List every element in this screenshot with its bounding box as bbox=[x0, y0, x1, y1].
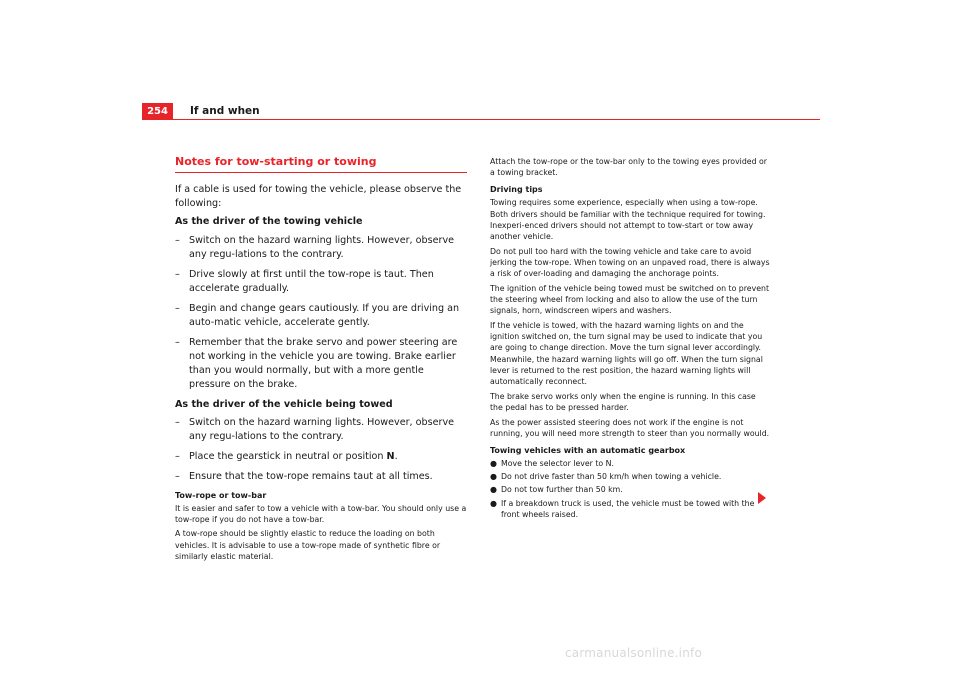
list-item: – Begin and change gears cautiously. If you are driving an auto-matic vehicle, accelerate gently. bbox=[175, 302, 460, 328]
list-item: – Switch on the hazard warning lights. However, observe any regu-lations to the contrary. bbox=[175, 417, 455, 442]
driving-tips-heading: Driving tips bbox=[490, 185, 543, 195]
list-item: ● If a breakdown truck is used, the vehicle must be towed with the front wheels raised. bbox=[490, 498, 755, 519]
paragraph: If the vehicle is towed, with the hazard warning lights on and the ignition switched on, the turn signal may be used to indicate that you are going to change direction. Move the turn signal lever accordingly. Meanwhile, the hazard warning lights will go off. When the turn signal lever is returned to the rest position, the hazard warning lights will automatically reconnect. bbox=[490, 320, 763, 386]
continue-arrow-icon bbox=[758, 492, 766, 504]
list-item: – Remember that the brake servo and power steering are not working in the vehicle you are towing. Brake earlier than you would normally, but with a more gentle pressure on the brake. bbox=[175, 336, 458, 390]
bullet-icon: ● bbox=[490, 458, 497, 468]
tow-rope-heading: Tow-rope or tow-bar bbox=[175, 491, 267, 500]
list-item: ● Do not tow further than 50 km. bbox=[490, 485, 623, 495]
paragraph: It is easier and safer to tow a vehicle with a tow-bar. You should only use a tow-rope if you do not have a tow-bar. bbox=[175, 504, 467, 525]
paragraph: As the power assisted steering does not work if the engine is not running, you will need more strength to steer than you normally would. bbox=[490, 417, 770, 438]
paragraph: A tow-rope should be slightly elastic to reduce the loading on both vehicles. It is advisable to use a tow-rope made of synthetic fibre or similarly elastic material. bbox=[175, 529, 441, 561]
list-item: ● Move the selector lever to N. bbox=[490, 458, 614, 468]
automatic-gearbox-heading: Towing vehicles with an automatic gearbox bbox=[490, 445, 686, 455]
list-item: – Place the gearstick in neutral or position N. bbox=[175, 451, 398, 462]
watermark: carmanualsonline.info bbox=[565, 646, 702, 660]
paragraph: Attach the tow-rope or the tow-bar only to the towing eyes provided or a towing bracket. bbox=[490, 157, 767, 178]
section-title: Notes for tow-starting or towing bbox=[175, 155, 467, 173]
paragraph: Towing requires some experience, especially when using a tow-rope. Both drivers should be familiar with the technique required for towing. Inexperi-enced drivers should not attempt to tow-start or tow away another vehicle. bbox=[490, 198, 766, 242]
page-number: 254 bbox=[142, 103, 173, 120]
dash-marker: – bbox=[175, 471, 180, 482]
bullet-icon: ● bbox=[490, 472, 497, 482]
right-column bbox=[490, 156, 770, 522]
dash-marker: – bbox=[175, 451, 180, 462]
dash-marker: – bbox=[175, 234, 180, 246]
towing-driver-heading: As the driver of the towing vehicle bbox=[175, 216, 363, 227]
dash-marker: – bbox=[175, 417, 180, 428]
towed-driver-heading: As the driver of the vehicle being towed bbox=[175, 398, 393, 410]
left-column bbox=[175, 155, 467, 565]
dash-marker: – bbox=[175, 268, 180, 280]
dash-marker: – bbox=[175, 302, 180, 314]
header-rule bbox=[173, 119, 820, 120]
bullet-icon: ● bbox=[490, 485, 497, 495]
dash-marker: – bbox=[175, 336, 180, 348]
list-item: – Ensure that the tow-rope remains taut at all times. bbox=[175, 471, 433, 482]
list-item: – Drive slowly at first until the tow-rope is taut. Then accelerate gradually. bbox=[175, 268, 434, 294]
bullet-icon: ● bbox=[490, 498, 497, 508]
list-item: – Switch on the hazard warning lights. However, observe any regu-lations to the contrary. bbox=[175, 234, 455, 260]
paragraph: Do not pull too hard with the towing vehicle and take care to avoid jerking the tow-rope. When towing on an unpaved road, there is always a risk of over-loading and damaging the anchorage points. bbox=[490, 246, 770, 279]
list-item: ● Do not drive faster than 50 km/h when towing a vehicle. bbox=[490, 472, 722, 482]
intro-text: If a cable is used for towing the vehicle, please observe the following: bbox=[175, 184, 462, 209]
page-header bbox=[142, 103, 820, 120]
chapter-title: If and when bbox=[190, 105, 260, 117]
paragraph: The brake servo works only when the engine is running. In this case the pedal has to be pressed harder. bbox=[490, 391, 756, 412]
gear-position: N bbox=[386, 451, 395, 462]
paragraph: The ignition of the vehicle being towed must be switched on to prevent the steering wheel from locking and also to allow the use of the turn signals, horn, windscreen wipers and washers. bbox=[490, 283, 770, 316]
